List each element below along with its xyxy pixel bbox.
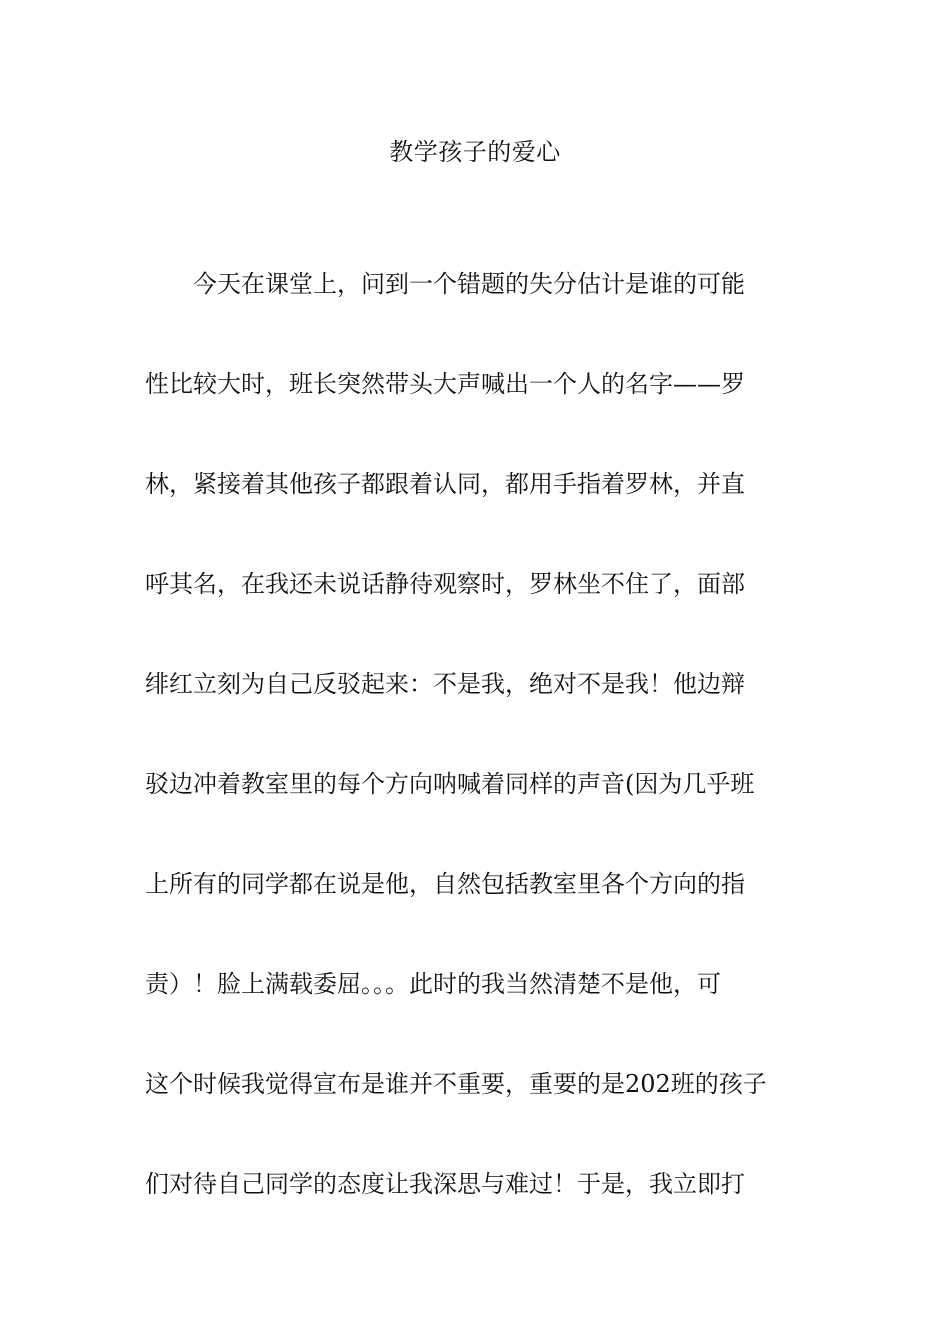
text-line: 呼其名，在我还未说话静待观察时，罗林坐不住了，面部	[145, 570, 745, 598]
text-line: 责）！脸上满载委屈。。。此时的我当然清楚不是他，可	[145, 970, 721, 998]
text-line: 今天在课堂上，问到一个错题的失分估计是谁的可能	[145, 270, 745, 298]
text-line: 们对待自己同学的态度让我深思与难过！于是，我立即打	[145, 1170, 745, 1198]
text-line: 上所有的同学都在说是他，自然包括教室里各个方向的指	[145, 870, 745, 898]
text-line: 林，紧接着其他孩子都跟着认同，都用手指着罗林，并直	[145, 470, 745, 498]
text-line: 这个时候我觉得宣布是谁并不重要，重要的是202班的孩子	[145, 1070, 767, 1098]
text-line: 绯红立刻为自己反驳起来：不是我，绝对不是我！他边辩	[145, 670, 745, 698]
text-line: 驳边冲着教室里的每个方向呐喊着同样的声音(因为几乎班	[145, 770, 755, 798]
text-line: 性比较大时，班长突然带头大声喊出一个人的名字——罗	[145, 370, 745, 398]
document-title: 教学孩子的爱心	[389, 138, 561, 166]
